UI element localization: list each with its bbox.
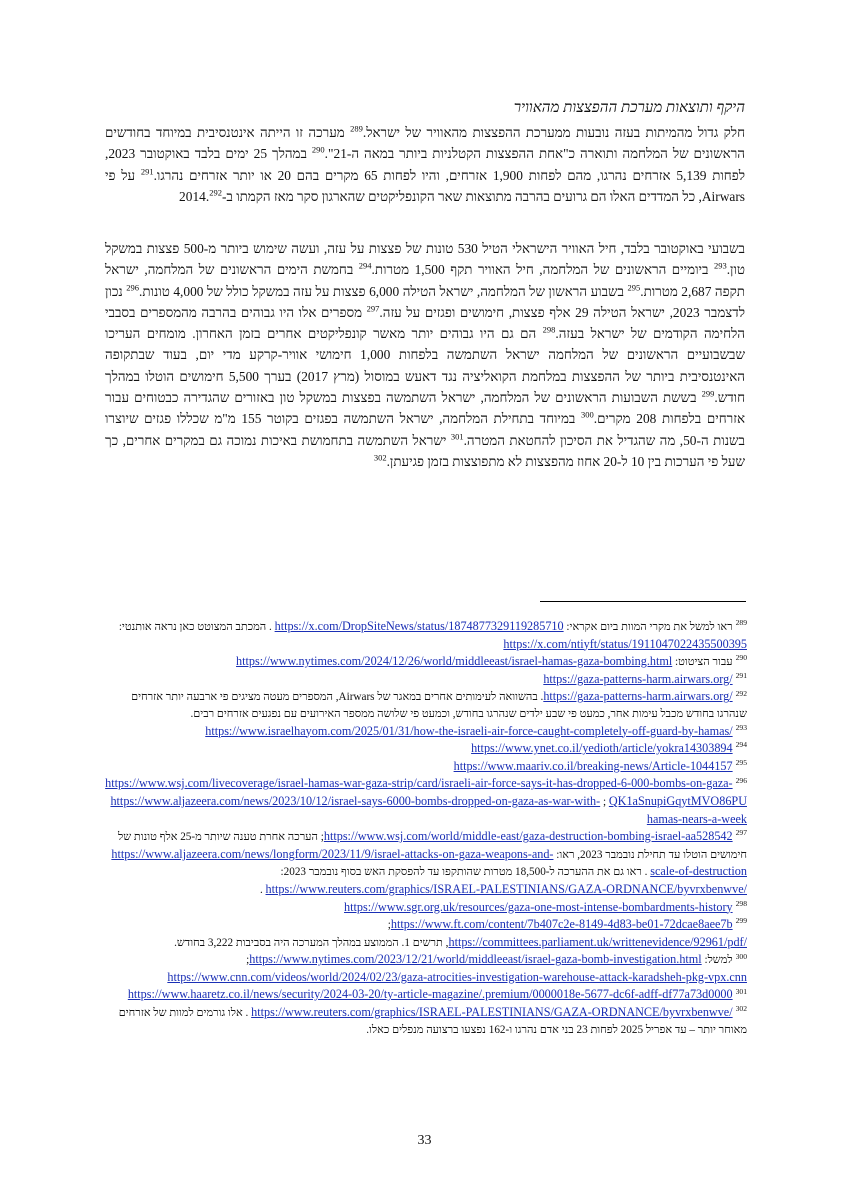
footnote-ref[interactable]: 289 (350, 123, 363, 134)
footnote-ref[interactable]: 295 (627, 282, 641, 293)
footnote-link[interactable]: https://www.reuters.com/graphics/ISRAEL-PALESTINIANS/GAZA-ORDNANCE/byvrxbenwve/ (251, 1005, 733, 1020)
footnote-300 (105, 951, 747, 986)
footnote-text: . המכתב המצוטט כאן נראה אותנטי: (118, 621, 275, 633)
footnote-link[interactable]: https://www.cnn.com/videos/world/2024/02/23/gaza-atrocities-investigation-warehouse-attack-karadsheh-pkg-vpx.cnn (167, 969, 747, 984)
footnote-ref[interactable]: 294 (358, 260, 372, 271)
footnote-link[interactable]: https://www.aljazeera.com/news/2023/10/12/israel-says-6000-bombs-dropped-on-gaza-as-war-with-hamas-nears-a-week (110, 793, 747, 826)
footnote-number: 300 (735, 951, 747, 961)
paragraph-1 (105, 122, 745, 207)
footnote-ref[interactable]: 291 (140, 166, 154, 177)
footnote-text: ; (600, 795, 609, 808)
footnotes-section (105, 618, 747, 1038)
section-heading: היקף ותוצאות מערכת ההפצצות מהאוויר (513, 100, 745, 116)
footnote-number: 290 (735, 653, 747, 663)
footnote-link[interactable]: https://www.nytimes.com/2024/12/26/world/middleeast/israel-hamas-gaza-bombing.html (236, 654, 673, 669)
footnote-link[interactable]: https://www.maariv.co.il/breaking-news/Article-1044157 (453, 758, 733, 773)
paragraph-text: ביומיים הראשונים של המלחמה, חיל האוויר תקף 1,500 מטרות. (371, 262, 714, 278)
footnote-302 (105, 1004, 747, 1038)
footnote-number: 298 (735, 898, 747, 908)
footnote-link[interactable]: https://x.com/ntiyft/status/1911047022435500395 (503, 636, 747, 651)
footnote-293 (105, 723, 747, 741)
footnote-number: 289 (735, 618, 747, 628)
paragraph-text: חלק גדול מהמיתות בעזה נובעות ממערכת ההפצצות מהאוויר של ישראל. (362, 125, 745, 140)
paragraph-text: בששת השבועות הראשונים של המלחמה, ישראל השתמשה בפצצות במשקל טון באזורים שהגדירה כבטוחים עבור אזרחים בלפחות 208 מקרים. (105, 390, 745, 427)
footnote-298 (105, 899, 747, 917)
footnote-number: 302 (735, 1004, 747, 1014)
footnote-number: 293 (735, 722, 747, 732)
footnote-link[interactable]: https://www.wsj.com/world/middle-east/gaza-destruction-bombing-israel-aa528542 (323, 829, 733, 844)
footnote-link[interactable]: https://www.ft.com/content/7b407c2e-8149-4d83-be01-72dcae8aee7b (390, 917, 733, 932)
footnote-296 (105, 775, 747, 828)
footnote-ref[interactable]: 292 (209, 187, 222, 198)
footnote-number: 294 (735, 740, 747, 750)
footnote-text: ; הערכה אחרת טענה שיותר מ-25 אלף טונות של חימושים הוטלו עד תחילת נובמבר 2023, ראו: (117, 831, 747, 861)
footnote-link[interactable]: https://www.sgr.org.uk/resources/gaza-one-most-intense-bombardments-history (344, 899, 733, 914)
footnote-ref[interactable]: 299 (701, 388, 715, 399)
footnote-number: 291 (735, 671, 747, 681)
footnote-link[interactable]: https://committees.parliament.uk/writtenevidence/92961/pdf/ (448, 934, 747, 949)
paragraph-text: על פי Airwars, כל המדדים האלו הם גרועים בהרבה מתוצאות שאר הקונפליקטים שהארגון סקר מאז הקמתו ב-2014. (105, 167, 745, 204)
footnote-link[interactable]: https://www.wsj.com/livecoverage/israel-hamas-war-gaza-strip/card/israeli-air-force-says-it-has-dropped-6-000-bombs-on-gaza-QK1aSnupiGqytMVO86PU (105, 776, 747, 808)
footnote-text: , תרשים 1. הממוצע במהלך המערכה היה בסביבות 3,222 בחודש. (174, 936, 449, 949)
paragraph-text: מספרים אלו היו גבוהים בהרבה מהמספרים בסבבי הלחימה הקודמים של ישראל בעזה. (105, 304, 745, 342)
footnote-separator (540, 601, 746, 602)
footnote-text: ; (246, 954, 250, 967)
footnote-text: ראו למשל את מקרי המוות ביום אקראי: (563, 621, 733, 633)
footnote-text: . בהשוואה לעימותים אחרים במאגר של Airwars, המספרים מעטה מציגים פי ארבעה יותר אזרחים שנהרגו בחודש מכבל עימות אחר, כמעט פי שבע ילדים שנהרגו בחודש, וכמעט פי שלושה ממספר האירועים עם נפגעים אזרחים רבים. (131, 691, 747, 720)
paragraph-text: במיוחד בתחילת המלחמה, ישראל השתמשה בפגזים בקוטר 155 מ"מ שכללו פגזים שיוצרו בשנות ה-50, מה שהגדיל את הסיכון להחטאת המטרה. (105, 411, 745, 448)
footnote-text: עבור הציטוט: (672, 656, 733, 669)
paragraph-text: בשבועי באוקטובר בלבד, חיל האוויר הישראלי הטיל 530 טונות של פצצות על עזה, ועשה שימוש ביותר מ-500 פצצות במשקל טון. (105, 241, 746, 278)
footnote-link[interactable]: https://www.nytimes.com/2023/12/21/world/middleeast/israel-gaza-bomb-investigation.html (249, 952, 702, 967)
footnote-ref[interactable]: 293 (713, 260, 727, 271)
footnote-number: 296 (735, 775, 747, 785)
footnote-ref[interactable]: 302 (373, 452, 387, 463)
footnote-290 (105, 653, 747, 671)
paragraph-text: בחמשת הימים הראשונים של המלחמה, ישראל תקפה 2,687 מטרות. (105, 262, 745, 299)
footnote-294 (105, 740, 747, 758)
footnote-text: . (259, 883, 266, 896)
footnote-ref[interactable]: 297 (366, 303, 380, 314)
footnote-link[interactable]: https://www.aljazeera.com/news/longform/2023/11/9/israel-attacks-on-gaza-weapons-and-scale-of-destruction (111, 846, 747, 879)
footnote-number: 299 (735, 916, 747, 926)
footnote-297 (105, 828, 747, 898)
footnote-291 (105, 671, 747, 689)
footnote-text: למשל: (701, 954, 733, 967)
footnote-link[interactable]: https://www.ynet.co.il/yedioth/article/yokra14303894 (471, 741, 733, 756)
footnote-299 (105, 916, 747, 951)
footnote-ref[interactable]: 300 (580, 409, 594, 420)
footnote-ref[interactable]: 298 (542, 324, 556, 335)
paragraph-text: הם גם היו גבוהים יותר מאשר קונפליקטים אחרים בזמן האחרון. מומחים העריכו שבשבועיים הראשונים של המלחמה ישראל השתמשה בלפחות 1,000 חימושי אוויר-קרקע מדי יום, בעוד שבתקופה האינטנסיבית ביותר של ההפצצות במלחמת הקואליציה נגד דאעש במוסול (מרץ 2017) בערך 5,500 חימושים הוטלו במהלך חודש. (105, 326, 745, 406)
footnote-number: 301 (735, 986, 747, 996)
footnote-link[interactable]: https://www.haaretz.co.il/news/security/2024-03-20/ty-article-magazine/.premium/0000018e-5677-dc6f-adff-df77a73d0000 (127, 987, 733, 1002)
footnote-ref[interactable]: 301 (450, 431, 464, 442)
footnote-text: . אלו גורמים למוות של אזרחים מאוחר יותר – עד אפריל 2025 לפחות 23 בני אדם נהרגו ו-162 נפצעו ברצועה מנפלים כאלו. (118, 1007, 747, 1036)
footnote-link[interactable]: https://gaza-patterns-harm.airwars.org/ (543, 671, 733, 686)
page-number: 33 (417, 1133, 432, 1148)
footnote-link[interactable]: https://gaza-patterns-harm.airwars.org/ (543, 689, 733, 704)
footnote-292 (105, 688, 747, 722)
paragraph-text: ישראל השתמשה בתחמושת באיכות נמוכה גם במקרים אחרים, כך שעל פי הערכות בין 10 ל-20 אחוז מהפצצות לא מתפוצצות בזמן פגיעתן. (105, 432, 745, 469)
paragraph-text: נכון לדצמבר 2023, ישראל הטילה 29 אלף פצצות, חימושים ופגזים על עזה. (105, 283, 746, 320)
footnote-ref[interactable]: 296 (126, 282, 139, 293)
footnote-301 (105, 986, 747, 1004)
paragraph-text: בשבוע הראשון של המלחמה, ישראל הטילה 6,000 פצצות על עזה במשקל כולל של 4,000 טונות. (139, 283, 628, 299)
footnote-link[interactable]: https://www.israelhayom.com/2025/01/31/how-the-israeli-air-force-caught-completely-off-guard-by-hamas/ (205, 723, 733, 738)
paragraph-text: מערכה זו הייתה אינטנסיבית במיוחד בחודשים הראשונים של המלחמה ותוארה כ"אחת ההפצצות הקטלניות ביותר במאה ה-21". (105, 125, 745, 162)
footnote-289 (105, 618, 747, 653)
footnote-link[interactable]: https://x.com/DropSiteNews/status/1874877329119285710 (274, 619, 564, 633)
footnote-number: 292 (735, 688, 747, 698)
paragraph-text: במהלך 25 ימים בלבד באוקטובר 2023, לפחות 5,139 אזרחים נהרגו, מהם לפחות 1,900 אזרחים, והיו לפחות 65 מקרים בהם 20 או יותר אזרחים נהרגו. (105, 146, 745, 183)
footnote-295 (105, 758, 747, 776)
paragraph-2 (105, 238, 745, 472)
footnote-link[interactable]: https://www.reuters.com/graphics/ISRAEL-PALESTINIANS/GAZA-ORDNANCE/byvrxbenwve/ (265, 881, 747, 896)
footnote-number: 295 (735, 758, 747, 768)
footnote-number: 297 (735, 828, 747, 838)
footnote-text: . ראו גם את ההערכה ל-18,500 מטרות שהותקפו עד להפסקת האש בסוף נובמבר 2023: (280, 866, 651, 879)
footnote-text: ; (387, 919, 391, 932)
footnote-ref[interactable]: 290 (311, 144, 325, 155)
